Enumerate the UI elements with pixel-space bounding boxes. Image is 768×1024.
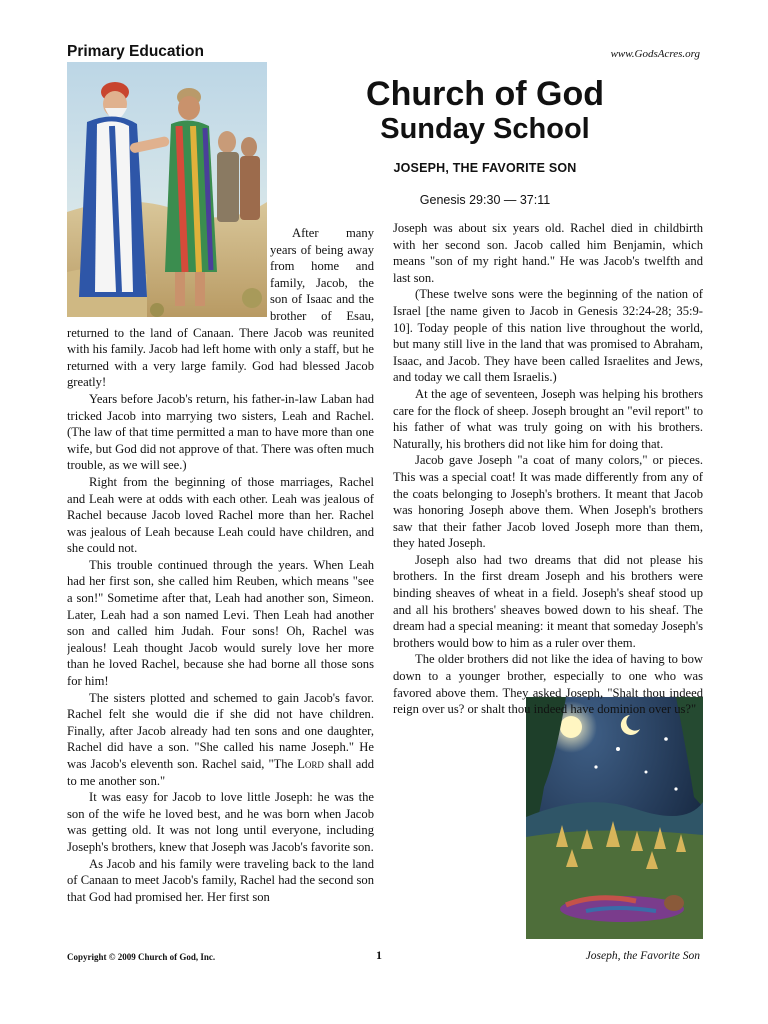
paragraph: Jacob gave Joseph "a coat of many colors," or pieces. This was a special coat! It was made differently from any of the coats belonging to Joseph's brothers. It meant that Jacob was honoring Joseph above them. When Joseph's brothers saw that their father Jacob loved Joseph more than them, they hated Joseph. [393,453,703,551]
paragraph-text: shall add to me another son." [67,757,374,788]
paragraph: The older brothers did not like the idea of having to bow down to a younger brother, especially to one who was favored above them. They asked Joseph, "Shalt thou indeed reign over us? or shalt thou indeed have dominion over us?" [393,652,703,717]
copyright-notice: Copyright © 2009 Church of God, Inc. [67,952,216,962]
page-subtitle: Sunday School [380,113,590,145]
paragraph: At the age of seventeen, Joseph was helping his brothers care for the flock of sheep. Joseph brought an "evil report" to his father of what was truly going on with his brothers. Naturally, his brothers did not like him for doing that. [393,386,703,451]
paragraph: As Jacob and his family were traveling back to the land of Canaan to meet Jacob's family, Rachel had the second son that God had promised her. Her first son [67,856,374,904]
page-title: Church of God [366,75,604,113]
paragraph: Joseph also had two dreams that did not please his brothers. In the first dream Joseph and his brothers were binding sheaves of wheat in a field. Joseph's sheaf stood up and all his brothers' sheaves bowed down to his sheaf. The dream had a special meaning: it meant that someday Joseph's brothers would bow to him as a ruler over them. [393,552,703,650]
paragraph: Years before Jacob's return, his father-in-law Laban had tricked Jacob into marrying two sisters, Leah and Rachel. (The law of that time permitted a man to have more than one wife, but God did not approve of that. There was often much trouble, as we will see.) [67,391,374,473]
page-number: 1 [376,948,382,962]
website-url[interactable]: www.GodsAcres.org [610,48,700,60]
paragraph: After many years of being away from home and family, Jacob, the son of Isaac and the brother of Esau, returned to the land of Canaan. There Jacob was reunited with his family. Jacob had left home with only a staff, but he returned with a very large family. God had blessed Jacob greatly! [67,226,374,390]
lesson-title: JOSEPH, THE FAVORITE SON [393,161,577,175]
paragraph: Right from the beginning of those marriages, Rachel and Leah were at odds with each other. Leah was jealous of Rachel because Jacob loved Rachel more than her. Rachel was jealous of Leah because Leah could have children, and she could not. [67,474,374,556]
paragraph-text: The sisters plotted and schemed to gain Jacob's favor. Rachel felt she would die if she did not have children. Finally, after Jacob already had ten sons and one daughter, Rachel did have a son. "She called his name Joseph." He was Jacob's eleventh son. Rachel said, "The [67,690,374,771]
section-label: Primary Education [67,43,204,60]
paragraph: This trouble continued through the years. When Leah had her first son, she called him Reuben, which means "see a son!" Sometime after that, Leah had another son, Simeon. Later, Leah had a son named Levi. Then Leah had another son and called him Judah. Four sons! Oh, Rachel was jealous! Leah thought Jacob would surely love her more than he loved Rachel, because she had borne all those sons for him! [67,557,374,689]
paragraph [67,690,374,790]
paragraph: Joseph was about six years old. Rachel died in childbirth with her second son. Jacob called him Benjamin, which means "son of my right hand." He was Jacob's twelfth and last son. [393,221,703,285]
right-column [393,220,703,942]
paragraph: (These twelve sons were the beginning of the nation of Israel [the name given to Jacob in Genesis 32:24-28; 35:9-10]. Today people of this nation live throughout the world, but many still live in the land that was promised to Abraham, Isaac, and Jacob. They have been called Israelites and Jews, and today we call them Israelis.) [393,287,703,385]
lord-smallcaps: Lord [297,757,324,771]
lesson-name-footer: Joseph, the Favorite Son [585,950,700,962]
scripture-reference: Genesis 29:30 — 37:11 [419,193,551,207]
left-column [67,225,374,945]
image-wrap-spacer [67,225,270,317]
paragraph: It was easy for Jacob to love little Joseph: he was the son of the wife he loved best, and he was born when Jacob was getting old. It was not long until everyone, including Joseph's brothers, knew that Joseph was Jacob's favorite son. [67,790,374,854]
